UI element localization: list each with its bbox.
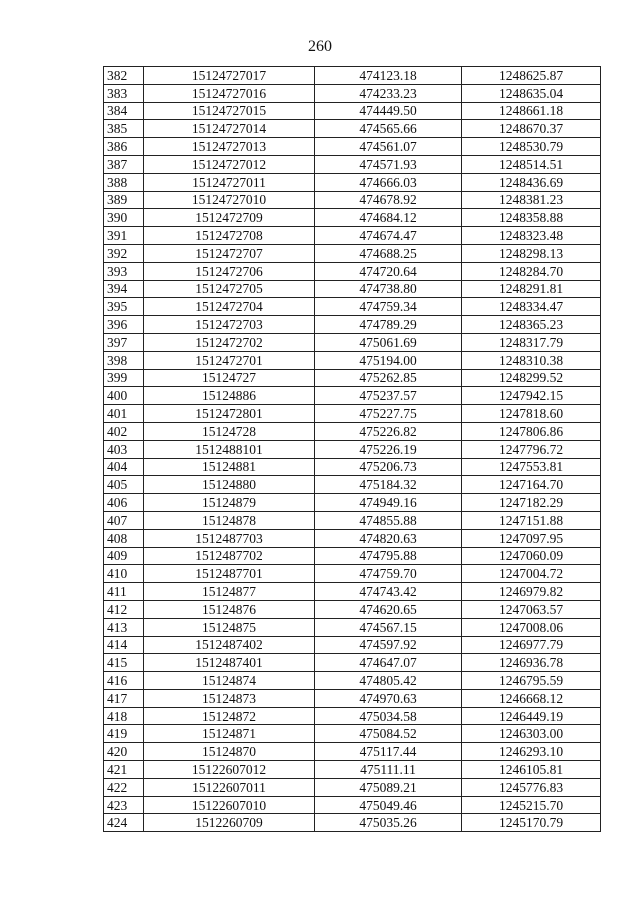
coordinate-x-cell: 474759.70 [315,565,462,583]
row-number-cell: 386 [104,138,144,156]
coordinate-y-cell: 1248284.70 [462,262,601,280]
row-number-cell: 418 [104,707,144,725]
point-id-cell: 1512472707 [144,244,315,262]
point-id-cell: 15124727016 [144,84,315,102]
coordinate-y-cell: 1246105.81 [462,761,601,779]
table-row [104,476,601,494]
coordinate-y-cell: 1247818.60 [462,405,601,423]
point-id-cell: 1512472801 [144,405,315,423]
row-number-cell: 412 [104,600,144,618]
row-number-cell: 419 [104,725,144,743]
table-row [104,422,601,440]
row-number-cell: 401 [104,405,144,423]
table-row [104,707,601,725]
table-row [104,298,601,316]
coordinate-x-cell: 474688.25 [315,244,462,262]
point-id-cell: 15124877 [144,583,315,601]
table-row [104,618,601,636]
coordinates-table [103,66,601,832]
coordinate-y-cell: 1248530.79 [462,138,601,156]
table-row [104,138,601,156]
point-id-cell: 1512472703 [144,316,315,334]
point-id-cell: 1512472709 [144,209,315,227]
coordinate-x-cell: 474720.64 [315,262,462,280]
point-id-cell: 1512487703 [144,529,315,547]
coordinate-x-cell: 474684.12 [315,209,462,227]
row-number-cell: 399 [104,369,144,387]
table-row [104,565,601,583]
table-row [104,191,601,209]
point-id-cell: 15124879 [144,494,315,512]
row-number-cell: 409 [104,547,144,565]
table-row [104,67,601,85]
coordinate-y-cell: 1247063.57 [462,600,601,618]
point-id-cell: 15124870 [144,743,315,761]
coordinate-x-cell: 474789.29 [315,316,462,334]
coordinate-x-cell: 475184.32 [315,476,462,494]
table-row [104,405,601,423]
coordinate-x-cell: 475227.75 [315,405,462,423]
row-number-cell: 398 [104,351,144,369]
coordinate-x-cell: 474674.47 [315,227,462,245]
point-id-cell: 15124881 [144,458,315,476]
point-id-cell: 1512487701 [144,565,315,583]
coordinate-x-cell: 474233.23 [315,84,462,102]
coordinate-y-cell: 1248436.69 [462,173,601,191]
point-id-cell: 15124872 [144,707,315,725]
coordinate-y-cell: 1246293.10 [462,743,601,761]
table-row [104,120,601,138]
coordinate-y-cell: 1245170.79 [462,814,601,832]
coordinate-y-cell: 1248358.88 [462,209,601,227]
coordinate-y-cell: 1248310.38 [462,351,601,369]
table-row [104,209,601,227]
row-number-cell: 393 [104,262,144,280]
row-number-cell: 389 [104,191,144,209]
table-row [104,796,601,814]
coordinate-x-cell: 474647.07 [315,654,462,672]
table-row [104,725,601,743]
table-row [104,280,601,298]
coordinate-x-cell: 474449.50 [315,102,462,120]
row-number-cell: 391 [104,227,144,245]
row-number-cell: 406 [104,494,144,512]
coordinate-x-cell: 474949.16 [315,494,462,512]
coordinate-y-cell: 1248334.47 [462,298,601,316]
coordinate-y-cell: 1246979.82 [462,583,601,601]
row-number-cell: 392 [104,244,144,262]
table-row [104,600,601,618]
coordinate-x-cell: 475226.19 [315,440,462,458]
coordinate-x-cell: 474597.92 [315,636,462,654]
coordinate-y-cell: 1247151.88 [462,511,601,529]
point-id-cell: 15124874 [144,672,315,690]
coordinate-x-cell: 475237.57 [315,387,462,405]
coordinate-y-cell: 1248635.04 [462,84,601,102]
coordinate-x-cell: 474565.66 [315,120,462,138]
point-id-cell: 1512472704 [144,298,315,316]
row-number-cell: 402 [104,422,144,440]
coordinate-y-cell: 1247182.29 [462,494,601,512]
coordinate-y-cell: 1248661.18 [462,102,601,120]
point-id-cell: 15124727015 [144,102,315,120]
coordinate-y-cell: 1247942.15 [462,387,601,405]
row-number-cell: 408 [104,529,144,547]
coordinate-y-cell: 1246977.79 [462,636,601,654]
point-id-cell: 15122607010 [144,796,315,814]
coordinate-x-cell: 474820.63 [315,529,462,547]
point-id-cell: 15124727010 [144,191,315,209]
coordinate-x-cell: 475226.82 [315,422,462,440]
coordinate-y-cell: 1248381.23 [462,191,601,209]
row-number-cell: 385 [104,120,144,138]
coordinate-x-cell: 474743.42 [315,583,462,601]
row-number-cell: 410 [104,565,144,583]
table-row [104,440,601,458]
table-row [104,494,601,512]
coordinate-x-cell: 475111.11 [315,761,462,779]
row-number-cell: 413 [104,618,144,636]
coordinate-y-cell: 1247060.09 [462,547,601,565]
coordinate-y-cell: 1247796.72 [462,440,601,458]
coordinate-x-cell: 474567.15 [315,618,462,636]
point-id-cell: 15124727011 [144,173,315,191]
row-number-cell: 420 [104,743,144,761]
point-id-cell: 1512487402 [144,636,315,654]
coordinate-y-cell: 1245776.83 [462,778,601,796]
table-row [104,351,601,369]
table-row [104,689,601,707]
point-id-cell: 1512487401 [144,654,315,672]
coordinate-x-cell: 474855.88 [315,511,462,529]
point-id-cell: 15122607012 [144,761,315,779]
coordinate-x-cell: 474759.34 [315,298,462,316]
table-row [104,316,601,334]
row-number-cell: 421 [104,761,144,779]
coordinate-y-cell: 1248291.81 [462,280,601,298]
table-row [104,654,601,672]
row-number-cell: 417 [104,689,144,707]
coordinate-y-cell: 1248298.13 [462,244,601,262]
coordinate-x-cell: 475049.46 [315,796,462,814]
coordinate-x-cell: 474666.03 [315,173,462,191]
point-id-cell: 1512487702 [144,547,315,565]
coordinate-x-cell: 475117.44 [315,743,462,761]
table-row [104,173,601,191]
point-id-cell: 15124727 [144,369,315,387]
coordinate-y-cell: 1246449.19 [462,707,601,725]
row-number-cell: 404 [104,458,144,476]
coordinate-y-cell: 1247553.81 [462,458,601,476]
point-id-cell: 15124727013 [144,138,315,156]
row-number-cell: 411 [104,583,144,601]
coordinate-x-cell: 474805.42 [315,672,462,690]
table-row [104,743,601,761]
point-id-cell: 15124873 [144,689,315,707]
coordinate-y-cell: 1246936.78 [462,654,601,672]
coordinate-x-cell: 475089.21 [315,778,462,796]
row-number-cell: 390 [104,209,144,227]
point-id-cell: 15124871 [144,725,315,743]
coordinate-x-cell: 475084.52 [315,725,462,743]
table-row [104,761,601,779]
row-number-cell: 382 [104,67,144,85]
coordinate-y-cell: 1245215.70 [462,796,601,814]
row-number-cell: 395 [104,298,144,316]
table-row [104,547,601,565]
coordinates-table-body [104,67,601,832]
point-id-cell: 1512472701 [144,351,315,369]
row-number-cell: 414 [104,636,144,654]
table-row [104,583,601,601]
row-number-cell: 387 [104,155,144,173]
table-row [104,672,601,690]
coordinate-y-cell: 1246668.12 [462,689,601,707]
row-number-cell: 394 [104,280,144,298]
table-row [104,511,601,529]
table-row [104,529,601,547]
row-number-cell: 383 [104,84,144,102]
coordinate-x-cell: 474678.92 [315,191,462,209]
table-row [104,814,601,832]
point-id-cell: 15124727017 [144,67,315,85]
row-number-cell: 422 [104,778,144,796]
coordinate-x-cell: 474123.18 [315,67,462,85]
coordinate-x-cell: 475061.69 [315,333,462,351]
row-number-cell: 396 [104,316,144,334]
row-number-cell: 384 [104,102,144,120]
coordinate-y-cell: 1247806.86 [462,422,601,440]
row-number-cell: 423 [104,796,144,814]
point-id-cell: 1512472708 [144,227,315,245]
coordinate-y-cell: 1247097.95 [462,529,601,547]
table-row [104,333,601,351]
coordinate-x-cell: 475035.26 [315,814,462,832]
coordinate-y-cell: 1248365.23 [462,316,601,334]
point-id-cell: 15124876 [144,600,315,618]
row-number-cell: 397 [104,333,144,351]
row-number-cell: 403 [104,440,144,458]
coordinate-y-cell: 1248299.52 [462,369,601,387]
point-id-cell: 15124875 [144,618,315,636]
table-row [104,84,601,102]
point-id-cell: 15124727012 [144,155,315,173]
row-number-cell: 407 [104,511,144,529]
coordinate-y-cell: 1247008.06 [462,618,601,636]
table-row [104,778,601,796]
coordinate-x-cell: 474561.07 [315,138,462,156]
point-id-cell: 15124886 [144,387,315,405]
coordinate-y-cell: 1248625.87 [462,67,601,85]
point-id-cell: 15124878 [144,511,315,529]
point-id-cell: 1512472702 [144,333,315,351]
coordinate-y-cell: 1248670.37 [462,120,601,138]
point-id-cell: 15122607011 [144,778,315,796]
row-number-cell: 415 [104,654,144,672]
row-number-cell: 416 [104,672,144,690]
table-row [104,636,601,654]
coordinate-y-cell: 1248323.48 [462,227,601,245]
row-number-cell: 405 [104,476,144,494]
point-id-cell: 15124727014 [144,120,315,138]
coordinate-x-cell: 474795.88 [315,547,462,565]
point-id-cell: 1512260709 [144,814,315,832]
coordinate-x-cell: 474571.93 [315,155,462,173]
table-row [104,458,601,476]
row-number-cell: 424 [104,814,144,832]
row-number-cell: 400 [104,387,144,405]
table-row [104,155,601,173]
coordinate-y-cell: 1248514.51 [462,155,601,173]
point-id-cell: 15124728 [144,422,315,440]
table-row [104,387,601,405]
table-row [104,369,601,387]
coordinate-y-cell: 1248317.79 [462,333,601,351]
coordinate-x-cell: 474620.65 [315,600,462,618]
page-number: 260 [308,38,332,55]
point-id-cell: 1512488101 [144,440,315,458]
table-row [104,102,601,120]
point-id-cell: 1512472706 [144,262,315,280]
row-number-cell: 388 [104,173,144,191]
coordinate-x-cell: 474970.63 [315,689,462,707]
coordinate-x-cell: 475262.85 [315,369,462,387]
coordinate-y-cell: 1247164.70 [462,476,601,494]
coordinate-y-cell: 1246795.59 [462,672,601,690]
table-row [104,244,601,262]
table-row [104,262,601,280]
coordinate-x-cell: 475194.00 [315,351,462,369]
coordinate-y-cell: 1247004.72 [462,565,601,583]
point-id-cell: 1512472705 [144,280,315,298]
coordinate-x-cell: 474738.80 [315,280,462,298]
coordinate-y-cell: 1246303.00 [462,725,601,743]
coordinate-x-cell: 475034.58 [315,707,462,725]
coordinate-x-cell: 475206.73 [315,458,462,476]
point-id-cell: 15124880 [144,476,315,494]
table-row [104,227,601,245]
